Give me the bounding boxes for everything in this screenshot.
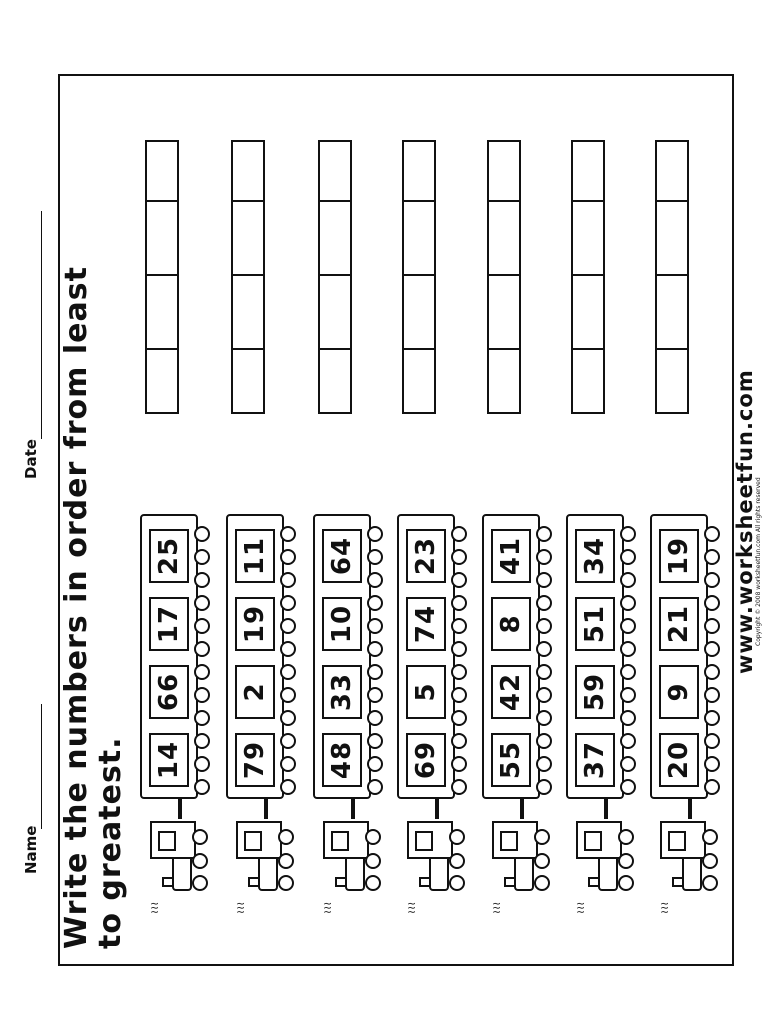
wheel-icon	[194, 779, 210, 795]
instructions-line-2: to greatest.	[93, 736, 128, 949]
answer-boxes[interactable]	[231, 140, 265, 414]
instructions-line-1: Write the numbers in order from least	[59, 266, 94, 949]
wheel-icon	[536, 595, 552, 611]
number-box: 19	[659, 529, 699, 583]
smoke-icon: ≀≀≀	[148, 901, 161, 914]
wheel-icon	[451, 549, 467, 565]
footer-copyright: Copyright © 2008 worksheetfun.com All rights reserved	[755, 477, 762, 646]
wheel-icon	[536, 779, 552, 795]
wheel-icon	[280, 733, 296, 749]
train-coupler	[264, 797, 268, 819]
train-coupler	[604, 797, 608, 819]
wheel-icon	[451, 526, 467, 542]
train-coupler	[520, 797, 524, 819]
answer-box-divider	[147, 274, 177, 276]
answer-box-divider	[320, 200, 350, 202]
wheel-icon	[536, 526, 552, 542]
answer-box-divider	[320, 274, 350, 276]
answer-box-divider	[233, 348, 263, 350]
wheel-icon	[280, 549, 296, 565]
wheel-icon	[280, 618, 296, 634]
number-box: 33	[322, 665, 362, 719]
wheel-icon	[194, 526, 210, 542]
wheel-icon	[194, 687, 210, 703]
number-box: 74	[406, 597, 446, 651]
wheel-icon	[620, 618, 636, 634]
number-box: 21	[659, 597, 699, 651]
wheel-icon	[451, 733, 467, 749]
wheel-icon	[367, 526, 383, 542]
answer-boxes[interactable]	[318, 140, 352, 414]
smoke-icon: ≀≀≀	[658, 901, 671, 914]
wheel-icon	[704, 618, 720, 634]
answer-box-divider	[489, 200, 519, 202]
number-box: 9	[659, 665, 699, 719]
wheel-icon	[280, 641, 296, 657]
wheel-icon	[536, 733, 552, 749]
wheel-icon	[280, 595, 296, 611]
number-box: 14	[149, 733, 189, 787]
wheel-icon	[704, 526, 720, 542]
wheel-icon	[704, 710, 720, 726]
wheel-icon	[536, 618, 552, 634]
number-box: 66	[149, 665, 189, 719]
wheel-icon	[704, 641, 720, 657]
wheel-icon	[536, 549, 552, 565]
wheel-icon	[451, 641, 467, 657]
wheel-icon	[280, 526, 296, 542]
wheel-icon	[536, 641, 552, 657]
wheel-icon	[451, 756, 467, 772]
answer-box-divider	[147, 348, 177, 350]
number-box: 51	[575, 597, 615, 651]
number-box: 34	[575, 529, 615, 583]
number-box: 8	[491, 597, 531, 651]
train-engine-icon	[230, 809, 290, 899]
wheel-icon	[280, 687, 296, 703]
wheel-icon	[704, 733, 720, 749]
number-box: 19	[235, 597, 275, 651]
answer-boxes[interactable]	[402, 140, 436, 414]
train-engine-icon	[486, 809, 546, 899]
number-box: 20	[659, 733, 699, 787]
wheel-icon	[367, 572, 383, 588]
number-box: 25	[149, 529, 189, 583]
answer-boxes[interactable]	[145, 140, 179, 414]
wheel-icon	[620, 756, 636, 772]
wheel-icon	[620, 595, 636, 611]
wheel-icon	[367, 779, 383, 795]
train-engine-icon	[144, 809, 204, 899]
wheel-icon	[367, 595, 383, 611]
wheel-icon	[194, 664, 210, 680]
date-label: Date	[22, 439, 40, 479]
wheel-icon	[194, 710, 210, 726]
number-box: 55	[491, 733, 531, 787]
wheel-icon	[194, 572, 210, 588]
wheel-icon	[194, 641, 210, 657]
answer-box-divider	[233, 200, 263, 202]
wheel-icon	[620, 526, 636, 542]
wheel-icon	[367, 710, 383, 726]
answer-boxes[interactable]	[487, 140, 521, 414]
answer-boxes[interactable]	[655, 140, 689, 414]
number-box: 2	[235, 665, 275, 719]
wheel-icon	[367, 687, 383, 703]
wheel-icon	[620, 641, 636, 657]
wheel-icon	[620, 549, 636, 565]
wheel-icon	[280, 572, 296, 588]
wheel-icon	[194, 618, 210, 634]
smoke-icon: ≀≀≀	[490, 901, 503, 914]
train-coupler	[688, 797, 692, 819]
number-box: 79	[235, 733, 275, 787]
answer-box-divider	[657, 348, 687, 350]
wheel-icon	[194, 595, 210, 611]
wheel-icon	[536, 756, 552, 772]
number-box: 42	[491, 665, 531, 719]
wheel-icon	[451, 595, 467, 611]
answer-box-divider	[573, 274, 603, 276]
smoke-icon: ≀≀≀	[405, 901, 418, 914]
wheel-icon	[620, 664, 636, 680]
wheel-icon	[451, 687, 467, 703]
train-engine-icon	[654, 809, 714, 899]
number-box: 17	[149, 597, 189, 651]
number-box: 5	[406, 665, 446, 719]
wheel-icon	[704, 756, 720, 772]
number-box: 48	[322, 733, 362, 787]
name-line	[41, 704, 42, 829]
answer-box-divider	[573, 200, 603, 202]
wheel-icon	[536, 687, 552, 703]
smoke-icon: ≀≀≀	[321, 901, 334, 914]
number-box: 37	[575, 733, 615, 787]
train-engine-icon	[570, 809, 630, 899]
wheel-icon	[451, 710, 467, 726]
wheel-icon	[280, 664, 296, 680]
train-coupler	[178, 797, 182, 819]
answer-box-divider	[489, 274, 519, 276]
wheel-icon	[367, 549, 383, 565]
answer-box-divider	[404, 274, 434, 276]
wheel-icon	[620, 572, 636, 588]
answer-box-divider	[147, 200, 177, 202]
answer-box-divider	[233, 274, 263, 276]
wheel-icon	[194, 756, 210, 772]
answer-box-divider	[657, 200, 687, 202]
wheel-icon	[280, 710, 296, 726]
wheel-icon	[367, 618, 383, 634]
number-box: 41	[491, 529, 531, 583]
wheel-icon	[536, 710, 552, 726]
wheel-icon	[704, 572, 720, 588]
wheel-icon	[367, 733, 383, 749]
train-engine-icon	[317, 809, 377, 899]
number-box: 59	[575, 665, 615, 719]
number-box: 10	[322, 597, 362, 651]
name-label: Name	[22, 825, 40, 874]
wheel-icon	[704, 549, 720, 565]
wheel-icon	[280, 779, 296, 795]
wheel-icon	[367, 664, 383, 680]
train-engine-icon	[401, 809, 461, 899]
smoke-icon: ≀≀≀	[234, 901, 247, 914]
number-box: 64	[322, 529, 362, 583]
answer-box-divider	[489, 348, 519, 350]
wheel-icon	[704, 687, 720, 703]
wheel-icon	[620, 710, 636, 726]
wheel-icon	[367, 641, 383, 657]
number-box: 69	[406, 733, 446, 787]
wheel-icon	[704, 779, 720, 795]
wheel-icon	[280, 756, 296, 772]
wheel-icon	[704, 664, 720, 680]
wheel-icon	[620, 687, 636, 703]
date-line	[41, 211, 42, 439]
wheel-icon	[194, 733, 210, 749]
wheel-icon	[451, 779, 467, 795]
wheel-icon	[451, 618, 467, 634]
answer-boxes[interactable]	[571, 140, 605, 414]
answer-box-divider	[573, 348, 603, 350]
train-coupler	[435, 797, 439, 819]
wheel-icon	[194, 549, 210, 565]
wheel-icon	[536, 664, 552, 680]
wheel-icon	[620, 779, 636, 795]
answer-box-divider	[404, 200, 434, 202]
answer-box-divider	[320, 348, 350, 350]
number-box: 23	[406, 529, 446, 583]
wheel-icon	[704, 595, 720, 611]
answer-box-divider	[657, 274, 687, 276]
instructions-title	[60, 266, 128, 949]
smoke-icon: ≀≀≀	[574, 901, 587, 914]
train-coupler	[351, 797, 355, 819]
wheel-icon	[620, 733, 636, 749]
wheel-icon	[367, 756, 383, 772]
number-box: 11	[235, 529, 275, 583]
wheel-icon	[451, 572, 467, 588]
footer-site: www.worksheetfun.com	[733, 369, 757, 674]
wheel-icon	[536, 572, 552, 588]
wheel-icon	[451, 664, 467, 680]
answer-box-divider	[404, 348, 434, 350]
